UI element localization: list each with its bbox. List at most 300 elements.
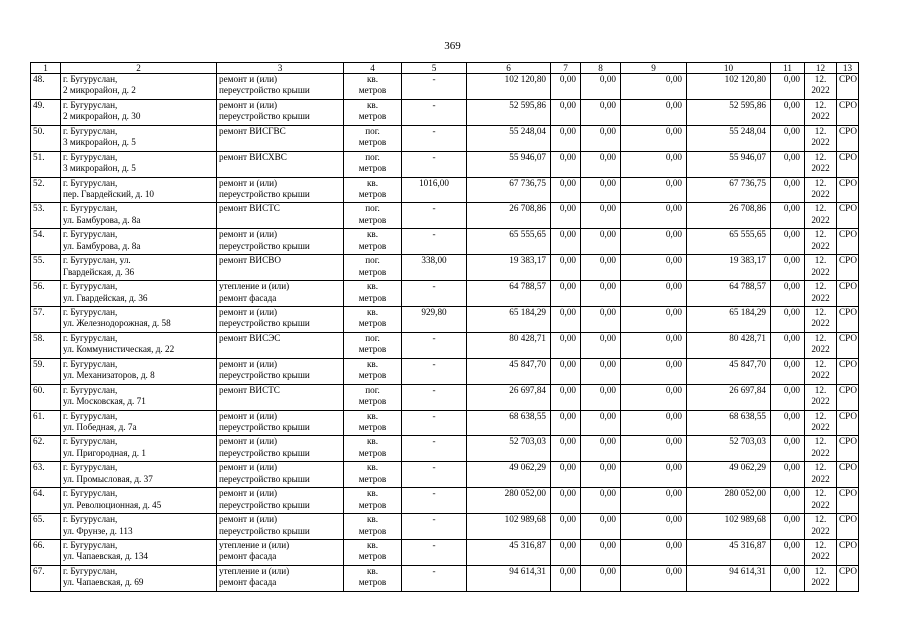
col7-value: 0,00 bbox=[551, 488, 581, 514]
col9-value: 0,00 bbox=[621, 410, 687, 436]
address-cell bbox=[61, 436, 217, 462]
col11-value: 0,00 bbox=[771, 488, 805, 514]
work-type-line2: переустройство крыши bbox=[219, 421, 310, 432]
row-number: 67. bbox=[31, 565, 61, 591]
col8-value: 0,00 bbox=[581, 514, 621, 540]
total-cost-cell: 64 788,57 bbox=[467, 281, 551, 307]
col8-value: 0,00 bbox=[581, 384, 621, 410]
work-type-line1: ремонт и (или) bbox=[219, 74, 278, 84]
quantity-cell: - bbox=[402, 358, 467, 384]
quantity-cell: - bbox=[402, 384, 467, 410]
unit-line1: пог. bbox=[365, 384, 380, 395]
unit-cell bbox=[344, 307, 402, 333]
address-cell bbox=[61, 384, 217, 410]
table-row bbox=[31, 307, 859, 333]
col11-value: 0,00 bbox=[771, 514, 805, 540]
method-cell: СРО bbox=[837, 125, 859, 151]
unit-line1: кв. bbox=[366, 462, 379, 473]
work-type-cell bbox=[217, 462, 344, 488]
method-cell: СРО bbox=[837, 462, 859, 488]
unit-line2: метров bbox=[358, 421, 387, 432]
work-type-line1: ремонт и (или) bbox=[219, 177, 278, 188]
address-line1: г. Бугуруслан, bbox=[63, 410, 118, 421]
column-header: 3 bbox=[217, 63, 344, 74]
table-row bbox=[31, 358, 859, 384]
unit-line2: метров bbox=[358, 551, 387, 562]
unit-cell bbox=[344, 203, 402, 229]
deadline-line1: 12. bbox=[814, 514, 827, 525]
col10-value: 26 697,84 bbox=[687, 384, 771, 410]
column-header: 11 bbox=[771, 63, 805, 74]
col7-value: 0,00 bbox=[551, 384, 581, 410]
row-number: 58. bbox=[31, 332, 61, 358]
col9-value: 0,00 bbox=[621, 384, 687, 410]
col8-value: 0,00 bbox=[581, 281, 621, 307]
column-header: 2 bbox=[61, 63, 217, 74]
col8-value: 0,00 bbox=[581, 488, 621, 514]
col9-value: 0,00 bbox=[621, 255, 687, 281]
unit-line1: кв. bbox=[366, 74, 379, 84]
col7-value: 0,00 bbox=[551, 229, 581, 255]
address-line1: г. Бугуруслан, bbox=[63, 229, 118, 240]
unit-cell bbox=[344, 177, 402, 203]
deadline-line2: 2022 bbox=[811, 525, 830, 536]
deadline-cell bbox=[805, 151, 837, 177]
unit-cell bbox=[344, 410, 402, 436]
deadline-cell bbox=[805, 203, 837, 229]
unit-line2: метров bbox=[358, 266, 387, 277]
address-cell bbox=[61, 488, 217, 514]
unit-line2: метров bbox=[358, 577, 387, 588]
total-cost-cell: 49 062,29 bbox=[467, 462, 551, 488]
work-type-cell bbox=[217, 307, 344, 333]
deadline-cell bbox=[805, 488, 837, 514]
work-type-line1: ремонт ВИСГВС bbox=[219, 125, 286, 136]
total-cost-cell: 26 697,84 bbox=[467, 384, 551, 410]
row-number: 65. bbox=[31, 514, 61, 540]
method-cell: СРО bbox=[837, 358, 859, 384]
unit-line1: пог. bbox=[365, 332, 380, 343]
total-cost-cell: 45 316,87 bbox=[467, 540, 551, 566]
quantity-cell: - bbox=[402, 514, 467, 540]
deadline-cell bbox=[805, 410, 837, 436]
column-header: 1 bbox=[31, 63, 61, 74]
address-line1: г. Бугуруслан, bbox=[63, 488, 118, 499]
col10-value: 26 708,86 bbox=[687, 203, 771, 229]
unit-line2: метров bbox=[358, 163, 387, 174]
deadline-line1: 12. bbox=[814, 125, 827, 136]
col9-value: 0,00 bbox=[621, 177, 687, 203]
quantity-cell: - bbox=[402, 462, 467, 488]
work-type-line1: ремонт ВИСЭС bbox=[219, 332, 281, 343]
col9-value: 0,00 bbox=[621, 74, 687, 100]
deadline-line1: 12. bbox=[814, 151, 827, 162]
address-line1: г. Бугуруслан, bbox=[63, 514, 118, 525]
row-number: 52. bbox=[31, 177, 61, 203]
unit-line1: кв. bbox=[366, 281, 379, 292]
unit-line1: кв. bbox=[366, 410, 379, 421]
address-cell bbox=[61, 177, 217, 203]
unit-cell bbox=[344, 74, 402, 100]
col7-value: 0,00 bbox=[551, 462, 581, 488]
unit-line2: метров bbox=[358, 111, 387, 122]
unit-line1: кв. bbox=[366, 565, 379, 576]
work-type-line1: ремонт и (или) bbox=[219, 462, 278, 473]
unit-cell bbox=[344, 565, 402, 591]
quantity-cell: - bbox=[402, 565, 467, 591]
col10-value: 45 316,87 bbox=[687, 540, 771, 566]
deadline-line2: 2022 bbox=[811, 111, 830, 122]
deadline-line2: 2022 bbox=[811, 421, 830, 432]
deadline-cell bbox=[805, 332, 837, 358]
unit-line2: метров bbox=[358, 344, 387, 355]
work-type-line1: ремонт и (или) bbox=[219, 99, 278, 110]
row-number: 57. bbox=[31, 307, 61, 333]
column-header: 5 bbox=[402, 63, 467, 74]
col10-value: 49 062,29 bbox=[687, 462, 771, 488]
method-cell: СРО bbox=[837, 203, 859, 229]
unit-cell bbox=[344, 384, 402, 410]
address-line2: 2 микрорайон, д. 2 bbox=[63, 85, 136, 96]
deadline-line2: 2022 bbox=[811, 214, 830, 225]
address-cell bbox=[61, 125, 217, 151]
col9-value: 0,00 bbox=[621, 358, 687, 384]
unit-line2: метров bbox=[358, 188, 387, 199]
unit-line1: кв. bbox=[366, 358, 379, 369]
address-cell bbox=[61, 74, 217, 100]
total-cost-cell: 52 595,86 bbox=[467, 99, 551, 125]
col10-value: 64 788,57 bbox=[687, 281, 771, 307]
table-row bbox=[31, 332, 859, 358]
unit-line1: кв. bbox=[366, 307, 379, 318]
quantity-cell: - bbox=[402, 74, 467, 100]
deadline-line1: 12. bbox=[814, 281, 827, 292]
address-cell bbox=[61, 358, 217, 384]
work-type-cell bbox=[217, 488, 344, 514]
work-type-line2: переустройство крыши bbox=[219, 473, 310, 484]
work-type-cell bbox=[217, 281, 344, 307]
unit-cell bbox=[344, 229, 402, 255]
col8-value: 0,00 bbox=[581, 462, 621, 488]
col10-value: 45 847,70 bbox=[687, 358, 771, 384]
quantity-cell: - bbox=[402, 488, 467, 514]
work-type-line2: переустройство крыши bbox=[219, 240, 310, 251]
column-header: 10 bbox=[687, 63, 771, 74]
work-type-line2: переустройство крыши bbox=[219, 499, 310, 510]
col7-value: 0,00 bbox=[551, 125, 581, 151]
unit-line2: метров bbox=[358, 85, 387, 96]
method-cell: СРО bbox=[837, 436, 859, 462]
unit-line1: кв. bbox=[366, 436, 379, 447]
deadline-cell bbox=[805, 177, 837, 203]
col7-value: 0,00 bbox=[551, 255, 581, 281]
work-type-cell bbox=[217, 514, 344, 540]
col11-value: 0,00 bbox=[771, 384, 805, 410]
deadline-line2: 2022 bbox=[811, 137, 830, 148]
address-line2: ул. Промысловая, д. 37 bbox=[63, 473, 153, 484]
table-row bbox=[31, 384, 859, 410]
unit-cell bbox=[344, 488, 402, 514]
unit-cell bbox=[344, 99, 402, 125]
table-row bbox=[31, 565, 859, 591]
col11-value: 0,00 bbox=[771, 436, 805, 462]
table-row bbox=[31, 151, 859, 177]
col7-value: 0,00 bbox=[551, 565, 581, 591]
work-type-line2: ремонт фасада bbox=[219, 551, 277, 562]
unit-cell bbox=[344, 125, 402, 151]
row-number: 61. bbox=[31, 410, 61, 436]
quantity-cell: - bbox=[402, 99, 467, 125]
quantity-cell: - bbox=[402, 125, 467, 151]
col10-value: 102 989,68 bbox=[687, 514, 771, 540]
work-type-line2: ремонт фасада bbox=[219, 577, 277, 588]
col7-value: 0,00 bbox=[551, 281, 581, 307]
col10-value: 280 052,00 bbox=[687, 488, 771, 514]
work-type-line1: утепление и (или) bbox=[219, 565, 290, 576]
unit-line2: метров bbox=[358, 499, 387, 510]
col8-value: 0,00 bbox=[581, 565, 621, 591]
table-row bbox=[31, 540, 859, 566]
total-cost-cell: 68 638,55 bbox=[467, 410, 551, 436]
unit-line2: метров bbox=[358, 396, 387, 407]
col8-value: 0,00 bbox=[581, 229, 621, 255]
unit-line1: пог. bbox=[365, 125, 380, 136]
total-cost-cell: 80 428,71 bbox=[467, 332, 551, 358]
table-row bbox=[31, 514, 859, 540]
unit-line1: кв. bbox=[366, 177, 379, 188]
address-line1: г. Бугуруслан, bbox=[63, 384, 118, 395]
address-cell bbox=[61, 281, 217, 307]
row-number: 50. bbox=[31, 125, 61, 151]
unit-line1: пог. bbox=[365, 255, 380, 266]
total-cost-cell: 102 989,68 bbox=[467, 514, 551, 540]
work-type-line1: утепление и (или) bbox=[219, 281, 290, 292]
col7-value: 0,00 bbox=[551, 203, 581, 229]
col9-value: 0,00 bbox=[621, 203, 687, 229]
col8-value: 0,00 bbox=[581, 151, 621, 177]
deadline-line2: 2022 bbox=[811, 318, 830, 329]
unit-line2: метров bbox=[358, 318, 387, 329]
deadline-cell bbox=[805, 358, 837, 384]
unit-line1: кв. bbox=[366, 488, 379, 499]
address-line2: ул. Чапаевская, д. 134 bbox=[63, 551, 149, 562]
address-cell bbox=[61, 540, 217, 566]
method-cell: СРО bbox=[837, 177, 859, 203]
total-cost-cell: 55 248,04 bbox=[467, 125, 551, 151]
deadline-cell bbox=[805, 384, 837, 410]
table-row bbox=[31, 488, 859, 514]
address-cell bbox=[61, 332, 217, 358]
address-line2: 3 микрорайон, д. 5 bbox=[63, 137, 136, 148]
quantity-cell: - bbox=[402, 332, 467, 358]
table-row bbox=[31, 281, 859, 307]
col10-value: 19 383,17 bbox=[687, 255, 771, 281]
col9-value: 0,00 bbox=[621, 462, 687, 488]
method-cell: СРО bbox=[837, 332, 859, 358]
deadline-line2: 2022 bbox=[811, 292, 830, 303]
work-type-line1: ремонт и (или) bbox=[219, 410, 278, 421]
deadline-cell bbox=[805, 99, 837, 125]
unit-line2: метров bbox=[358, 292, 387, 303]
address-line2: Гвардейская, д. 36 bbox=[63, 266, 135, 277]
work-type-cell bbox=[217, 358, 344, 384]
quantity-cell: - bbox=[402, 229, 467, 255]
method-cell: СРО bbox=[837, 565, 859, 591]
total-cost-cell: 94 614,31 bbox=[467, 565, 551, 591]
total-cost-cell: 19 383,17 bbox=[467, 255, 551, 281]
deadline-line1: 12. bbox=[814, 462, 827, 473]
address-line1: г. Бугуруслан, bbox=[63, 125, 118, 136]
address-line2: ул. Чапаевская, д. 69 bbox=[63, 577, 144, 588]
quantity-cell: 1016,00 bbox=[402, 177, 467, 203]
address-line2: ул. Фрунзе, д. 113 bbox=[63, 525, 133, 536]
address-line2: ул. Бамбурова, д. 8а bbox=[63, 214, 141, 225]
col10-value: 80 428,71 bbox=[687, 332, 771, 358]
col8-value: 0,00 bbox=[581, 177, 621, 203]
address-line2: 2 микрорайон, д. 30 bbox=[63, 111, 141, 122]
work-type-line1: ремонт ВИСВО bbox=[219, 255, 281, 266]
address-line1: г. Бугуруслан, bbox=[63, 462, 118, 473]
address-line2: ул. Московская, д. 71 bbox=[63, 396, 146, 407]
col8-value: 0,00 bbox=[581, 358, 621, 384]
deadline-line2: 2022 bbox=[811, 473, 830, 484]
unit-line1: пог. bbox=[365, 203, 380, 214]
deadline-line1: 12. bbox=[814, 436, 827, 447]
row-number: 60. bbox=[31, 384, 61, 410]
deadline-cell bbox=[805, 229, 837, 255]
col7-value: 0,00 bbox=[551, 358, 581, 384]
unit-line1: кв. bbox=[366, 540, 379, 551]
work-type-line2: переустройство крыши bbox=[219, 525, 310, 536]
deadline-line2: 2022 bbox=[811, 188, 830, 199]
work-type-cell bbox=[217, 410, 344, 436]
column-number-header bbox=[31, 63, 859, 74]
col9-value: 0,00 bbox=[621, 125, 687, 151]
address-line2: 3 микрорайон, д. 5 bbox=[63, 163, 136, 174]
method-cell: СРО bbox=[837, 488, 859, 514]
quantity-cell: - bbox=[402, 436, 467, 462]
work-type-line2: переустройство крыши bbox=[219, 318, 310, 329]
col9-value: 0,00 bbox=[621, 514, 687, 540]
method-cell: СРО bbox=[837, 410, 859, 436]
work-type-line2: ремонт фасада bbox=[219, 292, 277, 303]
column-header: 12 bbox=[805, 63, 837, 74]
col7-value: 0,00 bbox=[551, 514, 581, 540]
address-line1: г. Бугуруслан, bbox=[63, 307, 118, 318]
total-cost-cell: 52 703,03 bbox=[467, 436, 551, 462]
col11-value: 0,00 bbox=[771, 99, 805, 125]
col10-value: 52 703,03 bbox=[687, 436, 771, 462]
deadline-line1: 12. bbox=[814, 332, 827, 343]
col10-value: 68 638,55 bbox=[687, 410, 771, 436]
address-line1: г. Бугуруслан, bbox=[63, 436, 118, 447]
address-line2: ул. Пригородная, д. 1 bbox=[63, 447, 146, 458]
col11-value: 0,00 bbox=[771, 177, 805, 203]
col8-value: 0,00 bbox=[581, 255, 621, 281]
unit-cell bbox=[344, 436, 402, 462]
table-row bbox=[31, 74, 859, 100]
deadline-cell bbox=[805, 281, 837, 307]
address-line1: г. Бугуруслан, ул. bbox=[63, 255, 131, 266]
deadline-line2: 2022 bbox=[811, 163, 830, 174]
row-number: 56. bbox=[31, 281, 61, 307]
row-number: 54. bbox=[31, 229, 61, 255]
address-cell bbox=[61, 229, 217, 255]
col9-value: 0,00 bbox=[621, 307, 687, 333]
row-number: 53. bbox=[31, 203, 61, 229]
unit-line2: метров bbox=[358, 473, 387, 484]
column-header: 8 bbox=[581, 63, 621, 74]
col11-value: 0,00 bbox=[771, 151, 805, 177]
work-type-line1: ремонт ВИСТС bbox=[219, 203, 280, 214]
table-row bbox=[31, 462, 859, 488]
work-type-line2: переустройство крыши bbox=[219, 447, 310, 458]
work-type-cell bbox=[217, 229, 344, 255]
address-line2: ул. Коммунистическая, д. 22 bbox=[63, 344, 175, 355]
work-type-cell bbox=[217, 436, 344, 462]
work-type-cell bbox=[217, 255, 344, 281]
deadline-line2: 2022 bbox=[811, 370, 830, 381]
page-number: 369 bbox=[444, 40, 461, 52]
unit-line2: метров bbox=[358, 370, 387, 381]
total-cost-cell: 67 736,75 bbox=[467, 177, 551, 203]
work-type-cell bbox=[217, 74, 344, 100]
col8-value: 0,00 bbox=[581, 540, 621, 566]
unit-line2: метров bbox=[358, 240, 387, 251]
quantity-cell: - bbox=[402, 410, 467, 436]
col10-value: 67 736,75 bbox=[687, 177, 771, 203]
unit-cell bbox=[344, 462, 402, 488]
row-number: 51. bbox=[31, 151, 61, 177]
unit-cell bbox=[344, 358, 402, 384]
work-type-line2: переустройство крыши bbox=[219, 370, 310, 381]
method-cell: СРО bbox=[837, 151, 859, 177]
col11-value: 0,00 bbox=[771, 540, 805, 566]
address-line2: ул. Победная, д. 7а bbox=[63, 421, 137, 432]
col11-value: 0,00 bbox=[771, 229, 805, 255]
unit-line1: кв. bbox=[366, 514, 379, 525]
column-header: 7 bbox=[551, 63, 581, 74]
unit-line1: пог. bbox=[365, 151, 380, 162]
table-row bbox=[31, 125, 859, 151]
address-cell bbox=[61, 203, 217, 229]
col9-value: 0,00 bbox=[621, 540, 687, 566]
unit-cell bbox=[344, 540, 402, 566]
method-cell: СРО bbox=[837, 281, 859, 307]
deadline-line2: 2022 bbox=[811, 344, 830, 355]
total-cost-cell: 65 555,65 bbox=[467, 229, 551, 255]
method-cell: СРО bbox=[837, 74, 859, 100]
total-cost-cell: 102 120,80 bbox=[467, 74, 551, 100]
address-cell bbox=[61, 255, 217, 281]
unit-line2: метров bbox=[358, 137, 387, 148]
work-type-cell bbox=[217, 177, 344, 203]
repair-plan-table bbox=[30, 62, 859, 592]
col8-value: 0,00 bbox=[581, 307, 621, 333]
address-cell bbox=[61, 151, 217, 177]
col11-value: 0,00 bbox=[771, 203, 805, 229]
deadline-line2: 2022 bbox=[811, 85, 830, 96]
deadline-line1: 12. bbox=[814, 565, 827, 576]
method-cell: СРО bbox=[837, 229, 859, 255]
work-type-line1: ремонт и (или) bbox=[219, 514, 278, 525]
row-number: 48. bbox=[31, 74, 61, 100]
deadline-line1: 12. bbox=[814, 410, 827, 421]
deadline-line1: 12. bbox=[814, 255, 827, 266]
deadline-line1: 12. bbox=[814, 99, 827, 110]
address-cell bbox=[61, 565, 217, 591]
address-line1: г. Бугуруслан, bbox=[63, 99, 118, 110]
